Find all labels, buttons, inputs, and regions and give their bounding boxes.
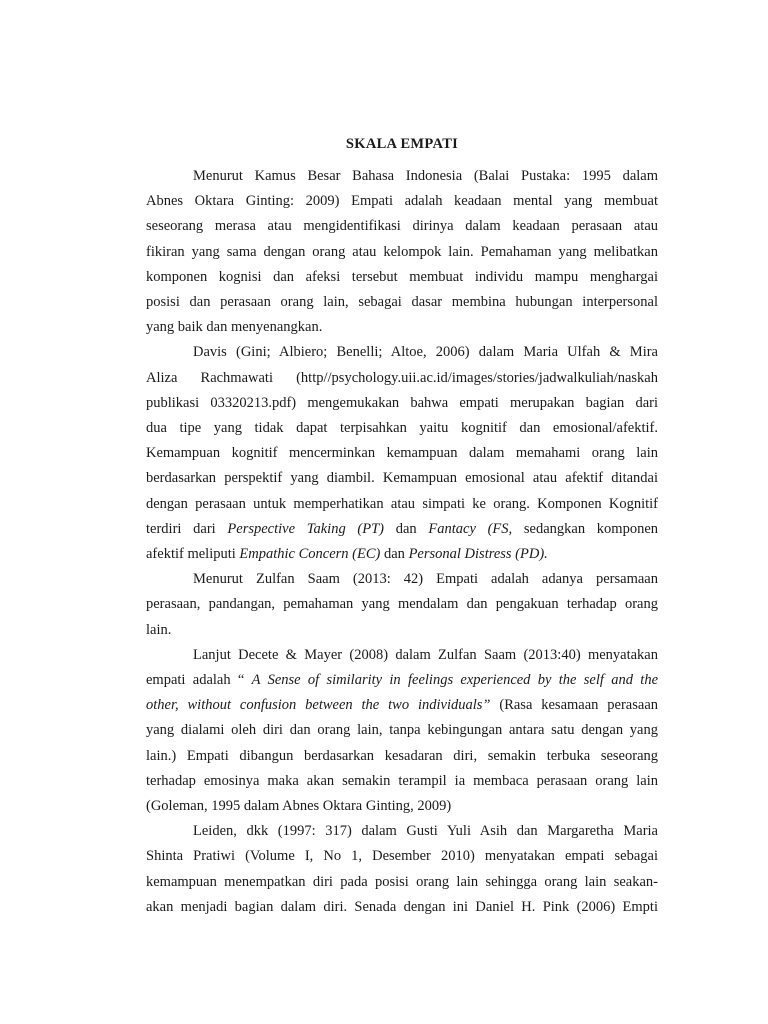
text-run: dan [384, 546, 405, 563]
text-line: komponen kognisi dan afeksi tersebut membuat individu mampu menghargai [146, 268, 658, 285]
text-line: Lanjut Decete & Mayer (2008) dalam Zulfan Saam (2013:40) menyatakan [193, 646, 658, 663]
text-line: Davis (Gini; Albiero; Benelli; Altoe, 2006) dalam Maria Ulfah & Mira [193, 344, 658, 361]
text-line: berdasarkan perspektif yang diambil. Kemampuan emosional atau afektif ditandai [146, 470, 658, 487]
italic-term: Empathic Concern (EC) [239, 546, 381, 563]
text-line [146, 668, 658, 693]
text-line: Aliza Rachmawati (http//psychology.uii.ac.id/images/stories/jadwalkuliah/naskah [146, 369, 658, 386]
text-run: terdiri dari [146, 520, 216, 537]
text-line: fikiran yang sama dengan orang atau kelompok lain. Pemahaman yang melibatkan [146, 243, 658, 260]
text-line: Kemampuan kognitif mencerminkan kemampuan dalam memahami orang lain [146, 445, 658, 462]
text-line: dua tipe yang tidak dapat terpisahkan yaitu kognitif dan emosional/afektif. [146, 420, 658, 437]
text-line [146, 517, 658, 542]
document-title: SKALA EMPATI [345, 136, 459, 152]
text-line: lain.) Empati dibangun berdasarkan kesadaran diri, semakin terbuka seseorang [146, 747, 658, 764]
text-line: kemampuan menempatkan diri pada posisi orang lain sehingga orang lain seakan- [146, 873, 658, 890]
italic-term: Fantacy (FS, [428, 520, 513, 537]
text-line: seseorang merasa atau mengidentifikasi dirinya dalam keadaan perasaan atau [146, 218, 658, 235]
paragraph-3 [146, 567, 658, 643]
text-line: Leiden, dkk (1997: 317) dalam Gusti Yuli Asih dan Margaretha Maria [193, 823, 658, 840]
text-line: Menurut Zulfan Saam (2013: 42) Empati adalah adanya persamaan [193, 571, 658, 588]
italic-quote: A Sense of similarity in feelings experienced by the self and the [251, 672, 658, 689]
paragraph-2 [146, 340, 658, 567]
paragraph-5 [146, 819, 658, 920]
text-line: yang dialami oleh diri dan orang lain, tanpa kebingungan antara satu dengan yang [146, 722, 658, 739]
text-run: dan [395, 520, 417, 537]
document-body [146, 164, 658, 920]
text-line: lain. [146, 621, 172, 638]
text-line: publikasi 03320213.pdf) mengemukakan bahwa empati merupakan bagian dari [146, 394, 658, 411]
text-line: (Goleman, 1995 dalam Abnes Oktara Ginting, 2009) [146, 798, 452, 815]
text-run: empati adalah “ [146, 672, 245, 689]
text-line: akan menjadi bagian dalam diri. Senada dengan ini Daniel H. Pink (2006) Empti [146, 898, 658, 915]
text-line: Abnes Oktara Ginting: 2009) Empati adalah keadaan mental yang membuat [146, 193, 658, 210]
text-run: afektif meliputi [146, 546, 236, 563]
paragraph-4 [146, 643, 658, 819]
text-line [146, 542, 658, 567]
italic-term: Perspective Taking (PT) [227, 520, 384, 537]
italic-term: Personal Distress (PD). [408, 546, 548, 563]
text-line: yang baik dan menyenangkan. [146, 319, 323, 336]
paragraph-1 [146, 164, 658, 340]
text-line [146, 693, 658, 718]
text-line: perasaan, pandangan, pemahaman yang mendalam dan pengakuan terhadap orang [146, 596, 658, 613]
text-line: Shinta Pratiwi (Volume I, No 1, Desember 2010) menyatakan empati sebagai [146, 848, 658, 865]
italic-quote: other, without confusion between the two individuals” [146, 697, 491, 714]
text-line: posisi dan perasaan orang lain, sebagai dasar membina hubungan interpersonal [146, 294, 658, 311]
text-line: terhadap emosinya maka akan semakin terampil ia membaca perasaan orang lain [146, 772, 658, 789]
text-line: Menurut Kamus Besar Bahasa Indonesia (Balai Pustaka: 1995 dalam [193, 168, 658, 184]
text-line: dengan perasaan untuk memperhatikan atau simpati ke orang. Komponen Kognitif [146, 495, 658, 512]
text-run: (Rasa kesamaan perasaan [499, 697, 659, 714]
text-run: sedangkan komponen [523, 520, 659, 537]
